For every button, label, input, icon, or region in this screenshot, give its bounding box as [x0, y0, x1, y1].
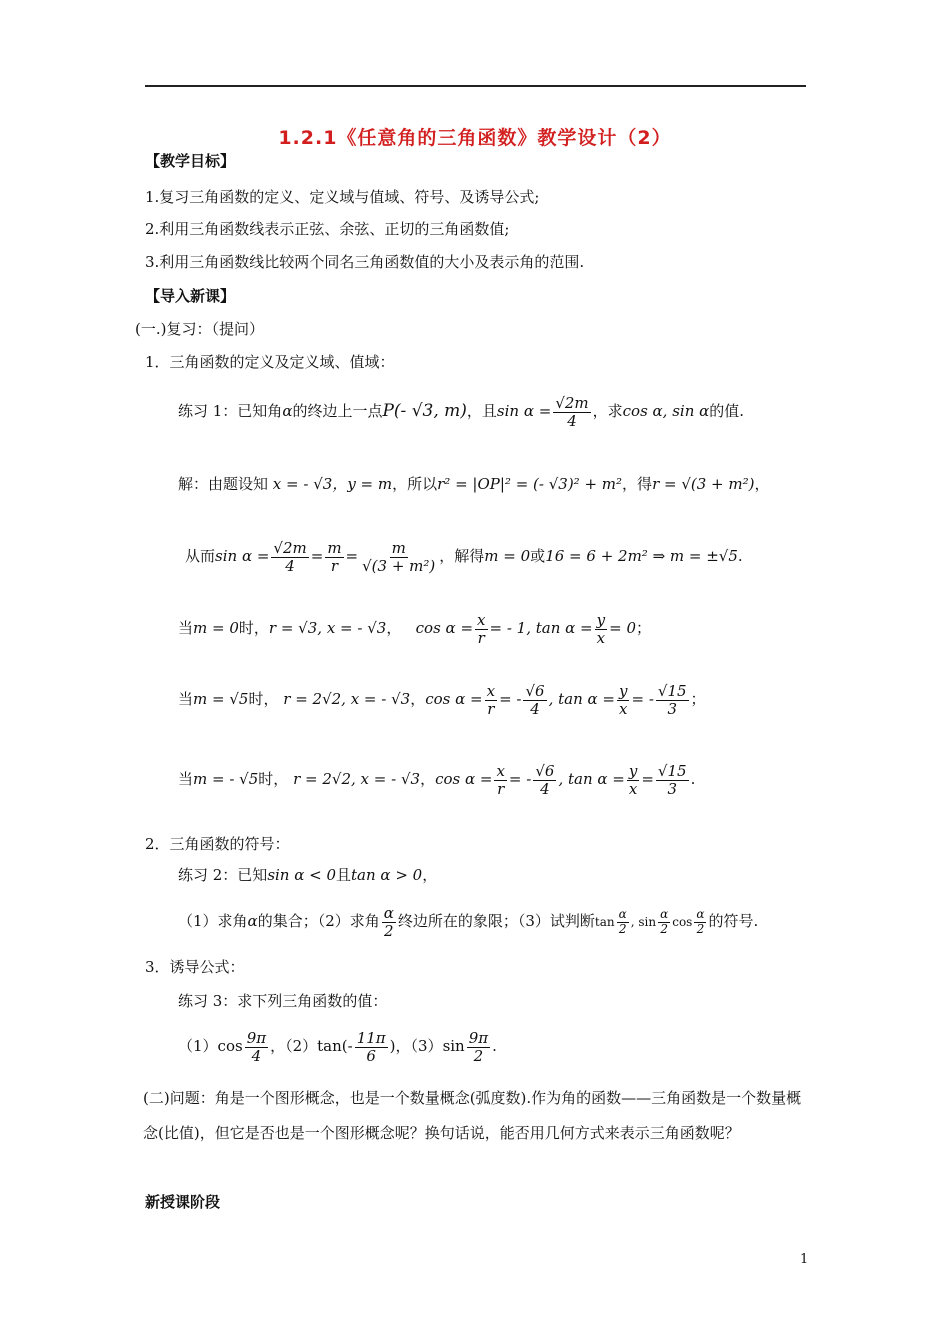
ex2-text-a: 练习 2：已知: [178, 866, 268, 884]
case3-tan: , tan α =: [558, 770, 625, 788]
exercise-2-questions: [178, 905, 758, 939]
ex3-p3: ，（3）: [395, 1037, 443, 1055]
ex2q-half-den: 2: [384, 921, 394, 940]
solution-line-1: [178, 475, 770, 493]
ex1-fraction-num: √2m: [555, 394, 589, 412]
ex1-alpha: α: [282, 402, 293, 420]
case1-r: r = √3, x = - √3: [268, 619, 387, 637]
case3-frac-xr: [494, 763, 506, 797]
document-title: 1.2.1《任意角的三角函数》教学设计（2）: [278, 127, 672, 149]
ex2-end: ，: [422, 866, 438, 884]
ex1-text-b: 的终边上一点: [292, 402, 383, 420]
exercise-3: 练习 3：求下列三角函数的值：: [178, 992, 388, 1010]
header-rule: [145, 85, 806, 87]
case1-yx-den: x: [596, 628, 606, 647]
ex1-text-c: ，且: [466, 402, 497, 420]
sol2-eq: 16 = 6 + 2m² ⇒ m = ±√5: [545, 547, 738, 565]
case2-frac-xr: [485, 683, 497, 717]
case2-v2-num: √15: [657, 682, 687, 700]
case1-cos: cos α =: [415, 619, 474, 637]
ex3-p1: （1）: [178, 1037, 218, 1055]
case-1: [178, 612, 651, 646]
ex3-frac-3: [467, 1030, 490, 1064]
case2-mid1: = -: [499, 690, 522, 708]
case2-tan: , tan α =: [548, 690, 615, 708]
ex2q-half-1: [617, 908, 629, 935]
case3-frac-yx: [627, 763, 639, 797]
case2-v1-den: 4: [530, 699, 540, 718]
case2-end: ；: [690, 690, 706, 708]
case2-yx-num: y: [619, 682, 628, 700]
sol1-text-c: ，得: [622, 475, 653, 493]
sol1-r: r = √(3 + m²): [652, 475, 755, 493]
case2-frac-v2: [656, 683, 689, 717]
case3-xr-den: r: [497, 779, 505, 798]
ex2q-half-3-num: α: [696, 907, 705, 922]
ex2q-half-3-den: 2: [696, 921, 705, 936]
case1-res1: = - 1, tan α =: [489, 619, 593, 637]
case2-yx-den: x: [619, 699, 628, 718]
item-2-heading: 2．三角函数的符号：: [145, 835, 290, 853]
case1-xr-num: x: [477, 611, 486, 629]
ex3-p2: ，（2）: [270, 1037, 318, 1055]
ex1-ask: cos α, sin α: [622, 402, 710, 420]
case3-frac-v2: [656, 763, 689, 797]
ex1-sin: sin α =: [496, 402, 552, 420]
case3-text-a: 当: [178, 770, 194, 788]
item-1-heading: 1．三角函数的定义及定义域、值域：: [145, 353, 395, 371]
ex2q-half-2-num: α: [660, 907, 669, 922]
ex1-text-e: 的值.: [709, 402, 745, 420]
sol2-frac-2-den: r: [330, 556, 339, 575]
sol2-frac-2: [325, 540, 343, 574]
sol2-frac-1: [271, 540, 308, 574]
sol2-text-a: 从而: [185, 547, 216, 565]
case1-xr-den: r: [477, 628, 485, 647]
case1-text-c: ，: [386, 619, 402, 637]
sol2-frac-3: [360, 540, 437, 574]
case1-m: m = 0: [193, 619, 239, 637]
case2-v1-num: √6: [525, 682, 545, 700]
item-3-heading: 3．诱导公式：: [145, 958, 245, 976]
ex2q-alpha: α: [247, 912, 258, 930]
case1-frac-yx: [595, 612, 607, 646]
case2-v2-den: 3: [667, 699, 677, 718]
case3-v1-den: 4: [540, 779, 550, 798]
case2-r: r = 2√2, x = - √3: [283, 690, 411, 708]
sol2-frac-1-den: 4: [285, 556, 295, 575]
case2-frac-yx: [617, 683, 629, 717]
case3-v2-den: 3: [667, 779, 677, 798]
case3-yx-num: y: [628, 762, 638, 780]
ex3-frac-1: [245, 1030, 268, 1064]
section-new-heading: 新授课阶段: [145, 1193, 221, 1211]
case3-mid2: =: [641, 770, 654, 788]
section-intro-heading: 【导入新课】: [145, 287, 236, 305]
case2-m: m = √5: [193, 690, 249, 708]
ex2q-cos: cos: [672, 915, 693, 929]
case2-frac-v1: [523, 683, 546, 717]
ex3-f3: sin: [442, 1037, 465, 1055]
case3-v1-num: √6: [535, 762, 555, 780]
ex3-f2: tan(-: [317, 1037, 353, 1055]
review-heading: (一.)复习：（提问）: [135, 320, 264, 338]
sol2-sin: sin α =: [215, 547, 270, 565]
case2-xr-den: r: [487, 699, 495, 718]
ex3-frac-1-den: 4: [251, 1046, 262, 1065]
case2-cos: cos α =: [425, 690, 483, 708]
ex2q-half-3: [694, 908, 706, 935]
case2-xr-num: x: [486, 682, 496, 700]
exercise-3-values: [178, 1030, 497, 1064]
sol2-m0: m = 0: [484, 547, 531, 565]
case3-cos: cos α =: [435, 770, 493, 788]
sol1-text-b: ，所以: [392, 475, 438, 493]
ex2q-text-c: 终边所在的象限；（3）试判断: [397, 912, 595, 930]
sol1-y: ，y = m: [332, 475, 393, 493]
sol2-frac-2-num: m: [327, 539, 342, 557]
sol2-or: 或: [530, 547, 546, 565]
ex3-f1: cos: [217, 1037, 243, 1055]
page-number: 1: [800, 1252, 809, 1267]
case3-r: r = 2√2, x = - √3: [293, 770, 421, 788]
case2-text-b: 时，: [248, 690, 279, 708]
case3-frac-v1: [533, 763, 556, 797]
ex2q-half-2: [658, 908, 670, 935]
sol2-frac-3-den: √(3 + m²): [362, 556, 436, 575]
ex2q-half-num: α: [383, 904, 394, 922]
case2-mid2: = -: [631, 690, 654, 708]
case2-text-a: 当: [178, 690, 194, 708]
exercise-1: [178, 395, 744, 429]
ex3-frac-3-den: 2: [473, 1046, 484, 1065]
goal-3: 3.利用三角函数线比较两个同名三角函数值的大小及表示角的范围.: [145, 253, 585, 271]
case3-mid1: = -: [508, 770, 532, 788]
ex2-cond-2: tan α > 0: [351, 866, 423, 884]
case1-frac-xr: [475, 612, 487, 646]
ex3-frac-2-den: 6: [366, 1046, 376, 1065]
sol1-text-a: 解：由题设知: [178, 475, 269, 493]
solution-line-2: 从而sin α = $\frac{√2m}{4}$ = $\frac{m}{r}$ = $\frac{m}{\text{√(3 + m²)}}$ ，解得m = 0或16 = 6 + 2m² ⇒ m = ±√5.: [185, 539, 743, 575]
ex3-frac-3-num: 9π: [468, 1029, 489, 1047]
case1-text-a: 当: [178, 619, 194, 637]
ex2q-tan: tan: [594, 915, 615, 929]
case1-text-b: 时，: [238, 619, 269, 637]
ex1-text-d: ，求: [592, 402, 623, 420]
sol2-dot: .: [737, 547, 743, 565]
ex2q-text-b: 的集合；（2）求角: [257, 912, 380, 930]
case3-xr-num: x: [496, 762, 505, 780]
case1-end: ；: [636, 619, 652, 637]
case-2: [178, 683, 706, 717]
sol1-text-d: ，: [754, 475, 770, 493]
case2-text-c: ，: [410, 690, 426, 708]
ex1-fraction-den: 4: [567, 411, 577, 430]
ex2-and: 且: [336, 866, 352, 884]
case3-text-c: ，: [420, 770, 436, 788]
case3-v2-num: √15: [657, 762, 687, 780]
ex3-frac-2-num: 11π: [356, 1029, 386, 1047]
case1-res2: = 0: [609, 619, 636, 637]
ex1-text-a: 练习 1：已知角: [178, 402, 283, 420]
case3-m: m = - √5: [193, 770, 259, 788]
ex2q-half-2-den: 2: [660, 921, 668, 936]
ex2q-text-a: （1）求角: [178, 912, 248, 930]
sol1-r2: r² = |OP|² = (- √3)² + m²: [437, 475, 623, 493]
ex2-cond-1: sin α < 0: [267, 866, 337, 884]
ex1-point: P(- √3, m): [382, 401, 467, 421]
ex3-c2: ): [389, 1037, 396, 1055]
sol1-x: x = - √3: [272, 475, 333, 493]
sol2-frac-1-num: √2m: [273, 539, 307, 557]
sol2-text-b: ，解得: [439, 547, 485, 565]
ex2q-half-alpha: [382, 905, 396, 939]
goal-2: 2.利用三角函数线表示正弦、余弦、正切的三角函数值;: [145, 220, 510, 238]
exercise-2: [178, 866, 437, 884]
question-paragraph: (二)问题：角是一个图形概念，也是一个数量概念(弧度数).作为角的函数——三角函数是一个数量概念(比值)，但它是否也是一个图形概念呢？换句话说，能否用几何方式来表示三角函数呢？: [143, 1089, 802, 1142]
case-3: [178, 763, 695, 797]
ex1-fraction: [553, 395, 590, 429]
case1-yx-num: y: [596, 611, 606, 629]
ex2q-half-1-num: α: [618, 907, 627, 922]
ex3-frac-1-num: 9π: [246, 1029, 267, 1047]
case3-text-b: 时，: [258, 770, 289, 788]
case3-end: .: [690, 770, 696, 788]
ex2q-sin: , sin: [630, 915, 657, 929]
section-goals-heading: 【教学目标】: [145, 152, 236, 170]
goal-1: 1.复习三角函数的定义、定义域与值域、符号、及诱导公式;: [145, 188, 540, 206]
case3-yx-den: x: [628, 779, 638, 798]
sol2-frac-3-num: m: [391, 539, 406, 557]
ex3-frac-2: [355, 1030, 388, 1064]
ex2q-half-1-den: 2: [618, 921, 627, 936]
ex2q-text-d: 的符号.: [708, 912, 759, 930]
ex3-end: .: [492, 1037, 497, 1055]
